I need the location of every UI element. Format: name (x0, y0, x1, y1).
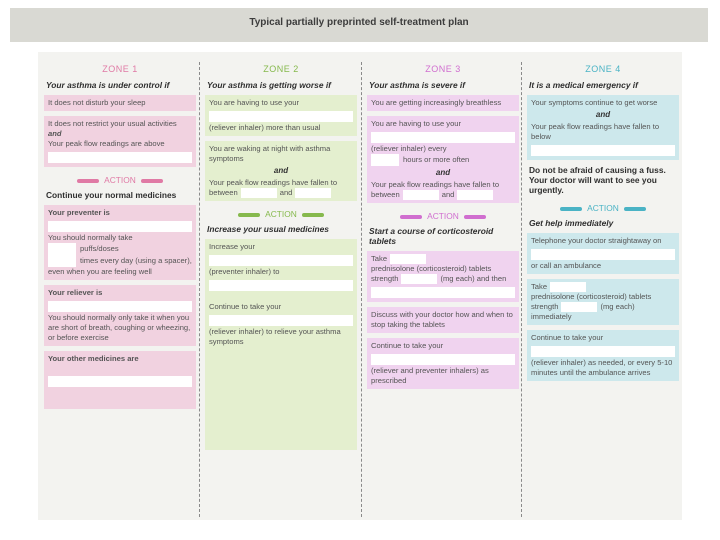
peak-flow-high-field[interactable] (295, 188, 331, 198)
column-divider (361, 62, 362, 517)
zone-3-action-text: Start a course of corticosteroid tablets (369, 226, 494, 246)
zone-2-steps: Increase your (preventer inhaler) to Continue to take your (reliever inhaler) to relieve your asthma symptoms (205, 239, 357, 450)
zone-2-item: You are having to use your (reliever inhaler) more than usual (205, 95, 357, 136)
doctor-phone-field[interactable] (531, 249, 675, 260)
then-field[interactable] (371, 287, 515, 298)
zone-1-header: Your asthma is under control if (46, 80, 170, 90)
inhaler-field[interactable] (371, 354, 515, 365)
strength-field[interactable] (401, 274, 437, 284)
zone-3-action: ACTION (367, 211, 519, 221)
column-divider (199, 62, 200, 517)
zone-3-title: ZONE 3 (425, 64, 461, 74)
zone-2-action: ACTION (205, 209, 357, 219)
zone-1-column (44, 58, 196, 414)
other-medicines-box: Your other medicines are (44, 351, 196, 409)
zone-3-steps: Take prednisolone (corticosteroid) tablets strength (mg each) and then (367, 251, 519, 302)
zone-3-column (367, 58, 519, 394)
peak-flow-field[interactable] (48, 152, 192, 163)
zone-4-title: ZONE 4 (585, 64, 621, 74)
other-medicines-field[interactable] (48, 376, 192, 387)
peak-flow-high-field[interactable] (457, 190, 493, 200)
strength-field[interactable] (561, 302, 597, 312)
reliever-field[interactable] (209, 111, 353, 122)
zone-2-action-text: Increase your usual medicines (207, 224, 329, 234)
zone-4-item: Your symptoms continue to get worse and Your peak flow readings have fallen to below (527, 95, 679, 160)
zone-1-title: ZONE 1 (102, 64, 138, 74)
zone-4-note: Do not be afraid of causing a fuss. Your doctor will want to see you urgently. (529, 165, 666, 195)
zone-2-title: ZONE 2 (263, 64, 299, 74)
hours-field[interactable] (371, 154, 399, 166)
reliever-field[interactable] (209, 315, 353, 326)
peak-flow-low-field[interactable] (403, 190, 439, 200)
puffs-field[interactable] (48, 243, 76, 255)
peak-flow-field[interactable] (531, 145, 675, 156)
zone-1-item: It does not restrict your usual activities and Your peak flow readings are above (44, 116, 196, 167)
reliever-box: Your reliever is You should normally only take it when you are short of breath, coughing or wheezing, or before exercise (44, 285, 196, 346)
zone-4-step: Take prednisolone (corticosteroid) tablets strength (mg each) immediately (527, 279, 679, 325)
zone-3-step: Discuss with your doctor how and when to stop taking the tablets (367, 307, 519, 333)
preventer-box: Your preventer is You should normally take puffs/doses times every day (using a spacer), even when you are feeling well (44, 205, 196, 280)
title-bar (10, 8, 708, 42)
page-title: Typical partially preprinted self-treatment plan (249, 17, 469, 28)
zone-1-action-text: Continue your normal medicines (46, 190, 177, 200)
times-field[interactable] (48, 255, 76, 267)
zone-3-item: You are getting increasingly breathless (367, 95, 519, 111)
zone-4-action-text: Get help immediately (529, 218, 614, 228)
zone-4-header: It is a medical emergency if (529, 80, 638, 90)
zone-1-action: ACTION (44, 175, 196, 185)
peak-flow-low-field[interactable] (241, 188, 277, 198)
preventer-field[interactable] (209, 255, 353, 266)
reliever-field[interactable] (371, 132, 515, 143)
zone-2-column (205, 58, 357, 455)
zone-4-step: Telephone your doctor straightaway on or call an ambulance (527, 233, 679, 274)
column-divider (521, 62, 522, 517)
preventer-field[interactable] (48, 221, 192, 232)
zone-3-item: You are having to use your (reliever inhaler) every hours or more often and Your peak flow readings have fallen to between and (367, 116, 519, 203)
tablets-field[interactable] (550, 282, 586, 292)
reliever-field[interactable] (48, 301, 192, 312)
zone-2-item: You are waking at night with asthma symptoms and Your peak flow readings have fallen to between and (205, 141, 357, 201)
zone-3-header: Your asthma is severe if (369, 80, 466, 90)
zone-4-action: ACTION (527, 203, 679, 213)
dose-field[interactable] (209, 280, 353, 291)
tablets-field[interactable] (390, 254, 426, 264)
zone-2-header: Your asthma is getting worse if (207, 80, 331, 90)
zone-3-step: Continue to take your (reliever and preventer inhalers) as prescribed (367, 338, 519, 389)
zone-1-item: It does not disturb your sleep (44, 95, 196, 111)
zone-4-step: Continue to take your (reliever inhaler) as needed, or every 5-10 minutes until the ambulance arrives (527, 330, 679, 381)
zone-4-column (527, 58, 679, 386)
reliever-field[interactable] (531, 346, 675, 357)
